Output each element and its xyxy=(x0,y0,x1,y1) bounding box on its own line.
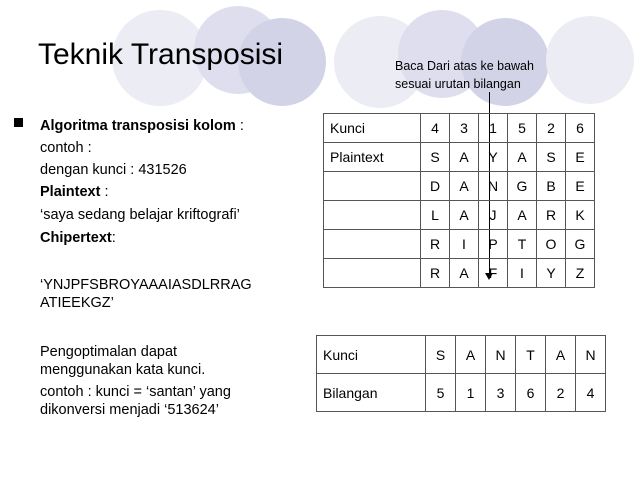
table-cell: L xyxy=(421,201,450,230)
table-cell: D xyxy=(421,172,450,201)
row-label xyxy=(324,259,421,288)
optimization-line-2: menggunakan kata kunci. xyxy=(40,362,206,378)
table-cell: 3 xyxy=(450,114,479,143)
table-row xyxy=(324,143,595,172)
table-cell: A xyxy=(456,336,486,374)
table-cell: G xyxy=(566,230,595,259)
ciphertext-colon: : xyxy=(111,230,116,246)
table-cell: I xyxy=(450,230,479,259)
table-cell: E xyxy=(566,172,595,201)
table-cell: Y xyxy=(537,259,566,288)
table-cell: 6 xyxy=(516,374,546,412)
table-cell: S xyxy=(421,143,450,172)
table-cell: G xyxy=(508,172,537,201)
callout-line-1: Baca Dari atas ke bawah xyxy=(395,59,534,73)
table-row xyxy=(324,172,595,201)
algorithm-line xyxy=(40,117,244,135)
table-cell: A xyxy=(450,172,479,201)
table-cell: R xyxy=(421,259,450,288)
ciphertext-value-2: ATIEEKGZ’ xyxy=(40,295,114,311)
ciphertext-value-1: ‘YNJPFSBROYAAAIASDLRRAG xyxy=(40,277,252,293)
table-row xyxy=(324,201,595,230)
plaintext-colon: : xyxy=(100,184,109,200)
plaintext-line xyxy=(40,183,109,201)
table-cell: Z xyxy=(566,259,595,288)
table-cell: 6 xyxy=(566,114,595,143)
callout-line-2: sesuai urutan bilangan xyxy=(395,77,521,91)
row-label: Kunci xyxy=(324,114,421,143)
table-cell: P xyxy=(479,230,508,259)
table-row xyxy=(324,230,595,259)
table-cell: 2 xyxy=(537,114,566,143)
table-cell: T xyxy=(516,336,546,374)
row-label: Bilangan xyxy=(317,374,426,412)
table-cell: A xyxy=(450,259,479,288)
decor-circle-7 xyxy=(546,16,634,104)
table-cell: A xyxy=(508,201,537,230)
plaintext-label: Plaintext xyxy=(40,184,101,200)
table-cell: K xyxy=(566,201,595,230)
table-cell: 3 xyxy=(486,374,516,412)
ciphertext-line xyxy=(40,229,116,247)
table-cell: I xyxy=(508,259,537,288)
table-cell: 1 xyxy=(479,114,508,143)
table-cell: S xyxy=(426,336,456,374)
table-cell: R xyxy=(537,201,566,230)
table-cell: A xyxy=(450,201,479,230)
plaintext-value: ‘saya sedang belajar kriftografi’ xyxy=(40,207,240,223)
table-row xyxy=(324,114,595,143)
ciphertext-label: Chipertext xyxy=(40,230,112,246)
key-conversion-table xyxy=(316,335,606,412)
row-label: Plaintext xyxy=(324,143,421,172)
table-cell: E xyxy=(566,143,595,172)
row-label: Kunci xyxy=(317,336,426,374)
table-cell: N xyxy=(486,336,516,374)
table-row xyxy=(317,336,606,374)
key-line: dengan kunci : 431526 xyxy=(40,162,187,178)
table-cell: T xyxy=(508,230,537,259)
table-cell: 4 xyxy=(576,374,606,412)
row-label xyxy=(324,230,421,259)
table-row xyxy=(324,259,595,288)
table-cell: J xyxy=(479,201,508,230)
table-cell: O xyxy=(537,230,566,259)
table-cell: 2 xyxy=(546,374,576,412)
table-cell: S xyxy=(537,143,566,172)
algorithm-colon: : xyxy=(235,118,244,134)
table-cell: B xyxy=(537,172,566,201)
algorithm-label: Algoritma transposisi kolom xyxy=(40,118,236,134)
table-cell: 1 xyxy=(456,374,486,412)
transposition-table xyxy=(323,113,595,288)
optimization-line-4: dikonversi menjadi ‘513624’ xyxy=(40,402,219,418)
table-row xyxy=(317,374,606,412)
table-cell: 5 xyxy=(508,114,537,143)
square-bullet-icon xyxy=(14,118,23,127)
table-cell: F xyxy=(479,259,508,288)
table-cell: 4 xyxy=(421,114,450,143)
slide-title: Teknik Transposisi xyxy=(38,38,284,71)
table-cell: N xyxy=(479,172,508,201)
table-cell: A xyxy=(546,336,576,374)
callout-note xyxy=(395,57,534,93)
table-cell: A xyxy=(450,143,479,172)
row-label xyxy=(324,201,421,230)
table-cell: Y xyxy=(479,143,508,172)
row-label xyxy=(324,172,421,201)
table-cell: N xyxy=(576,336,606,374)
optimization-line-3: contoh : kunci = ‘santan’ yang xyxy=(40,384,231,400)
table-cell: R xyxy=(421,230,450,259)
table-cell: 5 xyxy=(426,374,456,412)
optimization-line-1: Pengoptimalan dapat xyxy=(40,344,178,360)
table-cell: A xyxy=(508,143,537,172)
example-label: contoh : xyxy=(40,140,92,156)
